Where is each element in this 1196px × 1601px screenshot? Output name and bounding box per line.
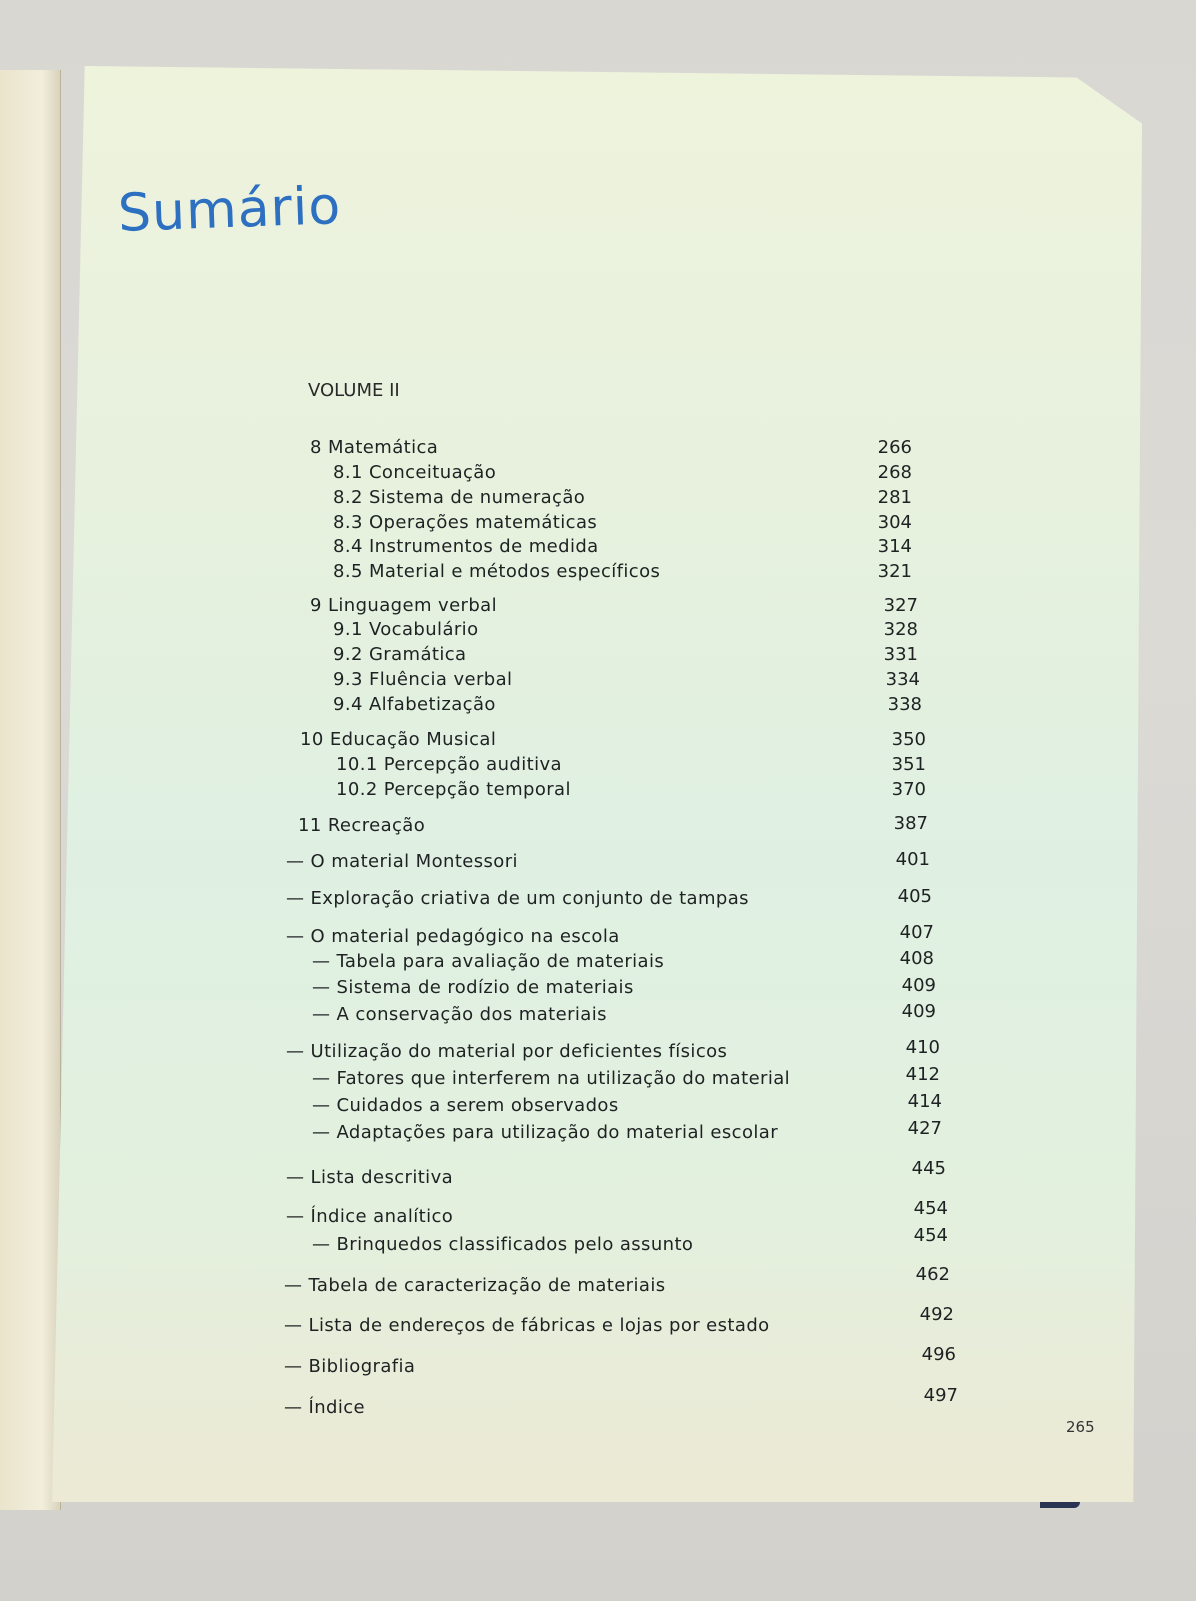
toc-entry-label: 11 Recreação: [298, 815, 426, 836]
toc-entry-label: — Índice: [284, 1397, 366, 1418]
toc-entry-page: 334: [885, 669, 920, 690]
toc-entry-page: 497: [923, 1385, 958, 1406]
toc-entry-page: 405: [897, 886, 932, 907]
page-number: 265: [1066, 1418, 1095, 1436]
toc-entry-page: 409: [901, 1001, 936, 1022]
toc-entry-label: 9 Linguagem verbal: [310, 595, 498, 616]
toc-entry-page: 427: [907, 1118, 942, 1139]
toc-entry-label: — Bibliografia: [284, 1356, 416, 1377]
toc-entry-label: — Lista descritiva: [286, 1167, 454, 1188]
page-title: Sumário: [117, 176, 343, 244]
toc-entry-page: 410: [905, 1037, 940, 1058]
toc-entry-label: 9.1 Vocabulário: [333, 619, 479, 640]
toc-entry-page: 314: [877, 536, 912, 557]
toc-entry-label: — A conservação dos materiais: [312, 1004, 607, 1025]
toc-entry-label: — Brinquedos classificados pelo assunto: [312, 1234, 694, 1255]
toc-entry-label: — Sistema de rodízio de materiais: [312, 977, 634, 998]
toc-entry-label: — Utilização do material por deficientes físicos: [286, 1041, 728, 1062]
toc-entry-label: — Tabela de caracterização de materiais: [284, 1275, 666, 1296]
toc-entry-page: 370: [891, 779, 926, 800]
toc-entry-label: — Exploração criativa de um conjunto de tampas: [286, 888, 749, 909]
toc-entry-label: — Tabela para avaliação de materiais: [312, 951, 665, 972]
toc-entry-page: 321: [877, 561, 912, 582]
toc-entry-page: 414: [907, 1091, 942, 1112]
toc-entry-label: 8.5 Material e métodos específicos: [333, 561, 661, 582]
volume-heading: VOLUME II: [308, 380, 400, 401]
toc-entry-page: 338: [887, 694, 922, 715]
toc-entry-label: 10.1 Percepção auditiva: [336, 754, 562, 775]
toc-entry-page: 350: [891, 729, 926, 750]
toc-entry-label: 8.3 Operações matemáticas: [333, 512, 598, 533]
toc-entry-label: 9.2 Gramática: [333, 644, 467, 665]
toc-entry-page: 304: [877, 512, 912, 533]
toc-entry-label: 8.1 Conceituação: [333, 462, 497, 483]
toc-entry-label: — Fatores que interferem na utilização do material: [312, 1068, 791, 1089]
toc-entry-label: — O material Montessori: [286, 851, 518, 872]
toc-entry-label: 8.4 Instrumentos de medida: [333, 536, 599, 557]
toc-entry-page: 401: [895, 849, 930, 870]
toc-entry-label: 8.2 Sistema de numeração: [333, 487, 586, 508]
toc-entry-page: 328: [883, 619, 918, 640]
toc-entry-page: 462: [915, 1264, 950, 1285]
toc-entry-page: 351: [891, 754, 926, 775]
toc-entry-page: 331: [883, 644, 918, 665]
toc-entry-label: 8 Matemática: [310, 437, 439, 458]
toc-entry-page: 408: [899, 948, 934, 969]
toc-entry-page: 327: [883, 595, 918, 616]
toc-entry-page: 387: [893, 813, 928, 834]
toc-entry-label: — Adaptações para utilização do material escolar: [312, 1122, 778, 1143]
toc-entry-label: — Índice analítico: [286, 1206, 454, 1227]
toc-entry-page: 492: [919, 1304, 954, 1325]
toc-entry-label: — Cuidados a serem observados: [312, 1095, 619, 1116]
toc-entry-page: 266: [877, 437, 912, 458]
toc-entry-page: 409: [901, 975, 936, 996]
toc-entry-label: 9.4 Alfabetização: [333, 694, 496, 715]
toc-entry-label: 10 Educação Musical: [300, 729, 497, 750]
toc-entry-page: 281: [877, 487, 912, 508]
toc-entry-page: 496: [921, 1344, 956, 1365]
toc-entry-page: 412: [905, 1064, 940, 1085]
toc-entry-label: — O material pedagógico na escola: [286, 926, 620, 947]
toc-entry-page: 268: [877, 462, 912, 483]
toc-entry-label: 9.3 Fluência verbal: [333, 669, 513, 690]
toc-entry-page: 454: [913, 1225, 948, 1246]
toc-entry-page: 454: [913, 1198, 948, 1219]
toc-entry-label: — Lista de endereços de fábricas e lojas por estado: [284, 1315, 770, 1336]
toc-entry-label: 10.2 Percepção temporal: [336, 779, 571, 800]
toc-entry-page: 445: [911, 1158, 946, 1179]
toc-entry-page: 407: [899, 922, 934, 943]
